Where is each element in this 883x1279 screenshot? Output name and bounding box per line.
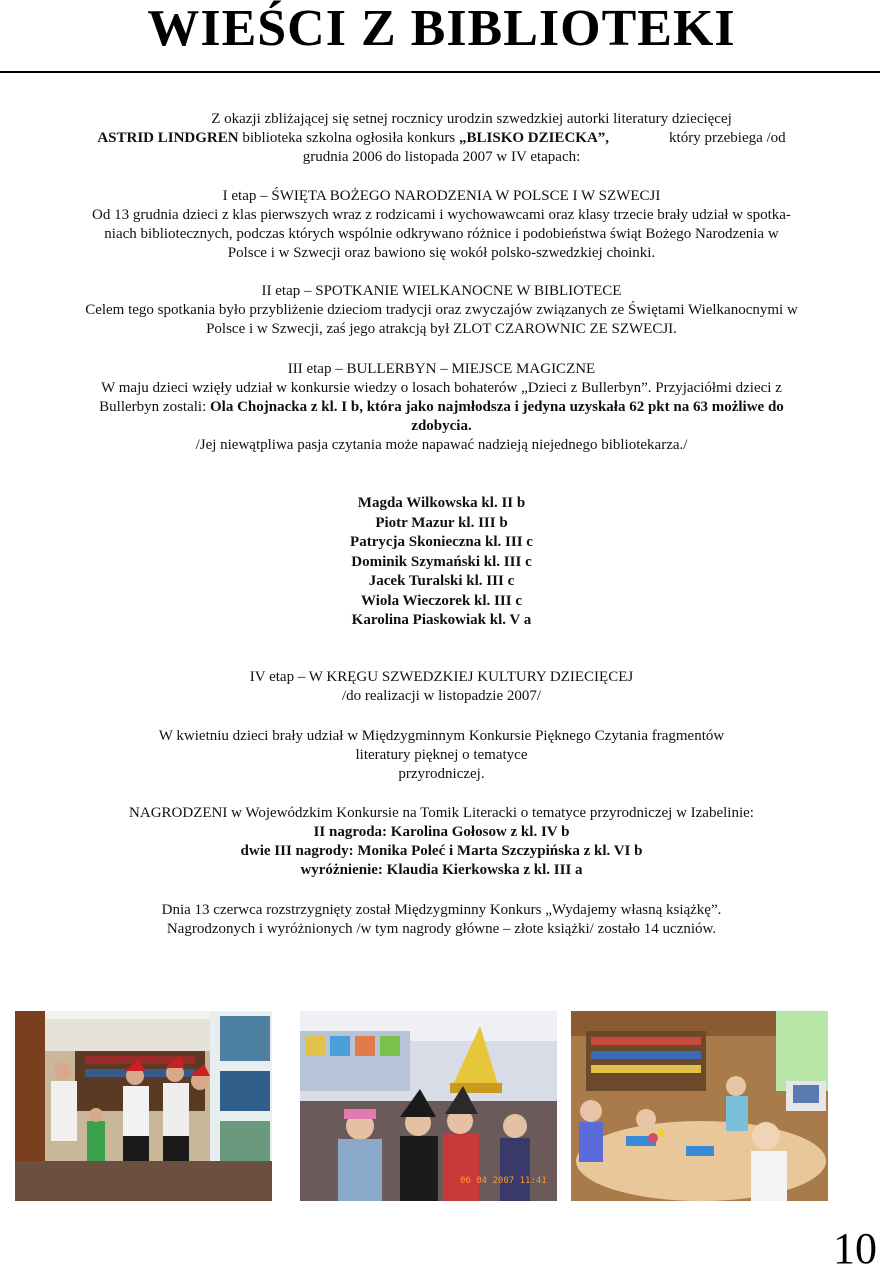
photo-date-stamp: 06 04 2007 11:41 bbox=[460, 1176, 547, 1186]
title-rule bbox=[0, 71, 880, 73]
winner-item: Magda Wilkowska kl. II b bbox=[357, 495, 526, 511]
closing-line-1: Dnia 13 czerwca rozstrzygnięty został Międzygminny Konkurs „Wydajemy własną książkę”. bbox=[161, 902, 722, 918]
closing-line-2: Nagrodzonych i wyróżnionych /w tym nagrody główne – złote książki/ zostało 14 uczniów. bbox=[166, 921, 717, 937]
photo-witches-party bbox=[300, 1011, 557, 1201]
stage-3-line-2-bold: Ola Chojnacka z kl. I b, która jako najmłodsza i jedyna uzyskała 62 pkt na 63 możliwe do bbox=[210, 399, 784, 415]
stage-2-line-2: Polsce i w Szwecji, zaś jego atrakcją był ZLOT CZAROWNIC ZE SZWECJI. bbox=[206, 321, 677, 337]
photo-library-christmas-image bbox=[15, 1011, 272, 1201]
reading-contest-section bbox=[30, 727, 853, 784]
photo-witches-party-image bbox=[300, 1011, 557, 1201]
stage-4-section bbox=[30, 668, 853, 706]
stage-3-section bbox=[30, 360, 853, 455]
award-honorable-mention: wyróżnienie: Klaudia Kierkowska z kl. III a bbox=[300, 862, 583, 878]
photo-library-tables bbox=[571, 1011, 828, 1201]
intro-mid: biblioteka szkolna ogłosiła konkurs bbox=[238, 130, 459, 146]
photo-library-tables-image bbox=[571, 1011, 828, 1201]
stage-4-subtitle: /do realizacji w listopadzie 2007/ bbox=[341, 688, 542, 704]
reading-contest-line-2: literatury pięknej o tematyce bbox=[355, 747, 528, 763]
winner-item: Karolina Piaskowiak kl. V a bbox=[351, 612, 532, 628]
page-title: WIEŚCI Z BIBLIOTEKI bbox=[147, 0, 736, 57]
intro-contest: „BLISKO DZIECKA”, bbox=[459, 130, 610, 146]
page-number: 10 bbox=[833, 1224, 877, 1273]
stage-3-line-1: W maju dzieci wzięły udział w konkursie wiedzy o losach bohaterów „Dzieci z Bullerbyn”. Przyjaciółmi dzieci z bbox=[101, 380, 782, 396]
stage-1-section bbox=[30, 187, 853, 263]
winner-item: Dominik Szymański kl. III c bbox=[351, 553, 532, 570]
winner-item: Jacek Turalski kl. III c bbox=[368, 573, 515, 589]
intro-line-3: grudnia 2006 do listopada 2007 w IV etapach: bbox=[302, 149, 581, 165]
winner-item: Piotr Mazur kl. III b bbox=[375, 514, 508, 531]
intro-end: który przebiega /od bbox=[669, 130, 786, 146]
reading-contest-line-3: przyrodniczej. bbox=[398, 766, 485, 782]
stage-1-line-1: Od 13 grudnia dzieci z klas pierwszych wraz z rodzicami i wychowawcami oraz klasy trzecie brały udział w spotka- bbox=[92, 207, 791, 223]
closing-section bbox=[30, 901, 853, 939]
stage-3-line-2-start: Bullerbyn zostali: bbox=[99, 399, 210, 415]
stage-3-line-3: zdobycia. bbox=[411, 418, 472, 434]
awards-intro: NAGRODZENI w Wojewódzkim Konkursie na Tomik Literacki o tematyce przyrodniczej w Izabelinie: bbox=[129, 805, 754, 821]
award-second-prize: II nagroda: Karolina Gołosow z kl. IV b bbox=[313, 824, 570, 840]
intro-line-2 bbox=[30, 129, 853, 148]
stage-2-title: II etap – SPOTKANIE WIELKANOCNE W BIBLIOTECE bbox=[261, 283, 622, 299]
stage-1-line-2: niach bibliotecznych, podczas których wspólnie odkrywano różnice i podobieństwa świąt Bożego Narodzenia w bbox=[104, 226, 779, 242]
winner-item: Patrycja Skonieczna kl. III c bbox=[350, 534, 533, 550]
stage-1-line-3: Polsce i w Szwecji oraz bawiono się wokół polsko-szwedzkiej choinki. bbox=[227, 245, 656, 261]
awards-section bbox=[30, 804, 853, 880]
photo-library-christmas bbox=[15, 1011, 272, 1201]
stage-3-line-2 bbox=[30, 398, 853, 417]
stage-1-title: I etap – ŚWIĘTA BOŻEGO NARODZENIA W POLSCE I W SZWECJI bbox=[222, 188, 661, 204]
intro-author: ASTRID LINDGREN bbox=[97, 130, 239, 146]
winners-list bbox=[30, 494, 853, 631]
stage-4-title: IV etap – W KRĘGU SZWEDZKIEJ KULTURY DZIECIĘCEJ bbox=[249, 669, 634, 685]
intro-line-1 bbox=[30, 110, 853, 129]
stage-3-title: III etap – BULLERBYN – MIEJSCE MAGICZNE bbox=[287, 361, 596, 377]
stage-2-line-1: Celem tego spotkania było przybliżenie dzieciom tradycji oraz zwyczajów związanych ze Świętami Wielkanocnymi w bbox=[85, 302, 798, 318]
intro-line-1-text: Z okazji zbliżającej się setnej rocznicy urodzin szwedzkiej autorki literatury dziecięcej bbox=[211, 111, 732, 127]
stage-2-section bbox=[30, 282, 853, 339]
reading-contest-line-1: W kwietniu dzieci brały udział w Międzygminnym Konkursie Pięknego Czytania fragmentów bbox=[158, 728, 725, 744]
stage-3-line-4: /Jej niewątpliwa pasja czytania może napawać nadzieją niejednego bibliotekarza./ bbox=[195, 437, 688, 453]
award-third-prizes: dwie III nagrody: Monika Poleć i Marta Szczypińska z kl. VI b bbox=[240, 843, 643, 859]
winner-item: Wiola Wieczorek kl. III c bbox=[361, 592, 522, 609]
